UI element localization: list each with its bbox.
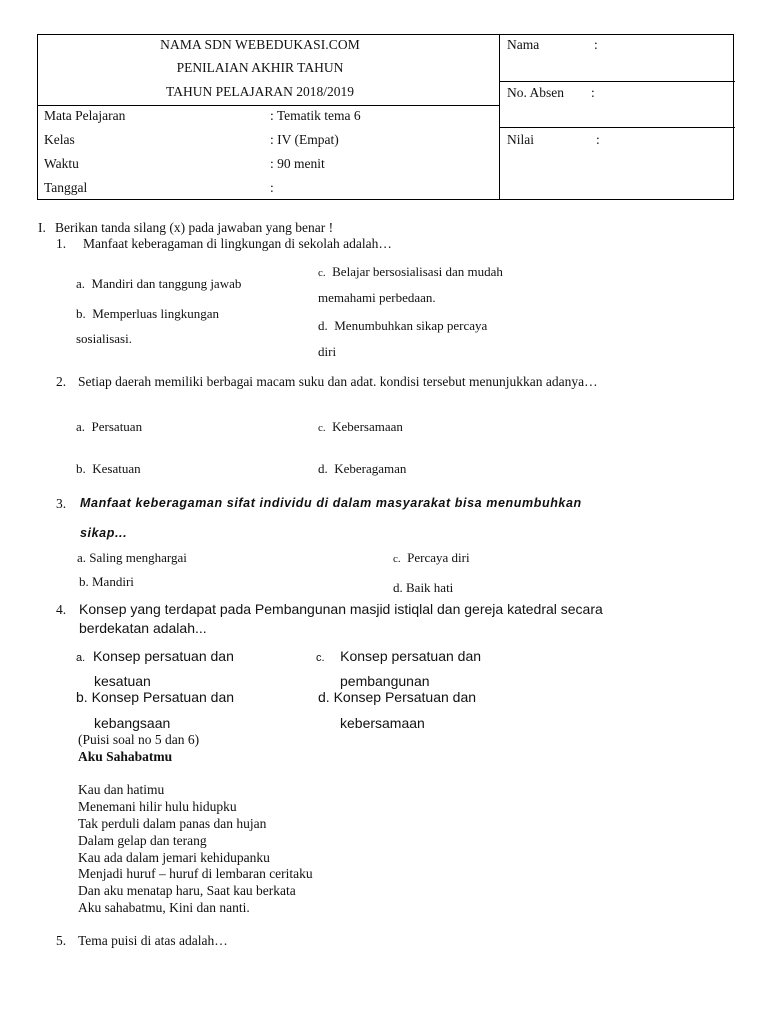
poem-line-8: Aku sahabatmu, Kini dan nanti.: [78, 900, 250, 915]
question-1-number: 1.: [56, 236, 67, 251]
question-4-number: 4.: [56, 602, 67, 617]
q3-option-d[interactable]: d. Baik hati: [393, 580, 454, 595]
poem-line-2: Menemani hilir hulu hidupku: [78, 799, 237, 814]
q4-option-d-line2: kebersamaan: [340, 715, 425, 731]
exam-header-table: [37, 34, 734, 200]
question-5-number: 5.: [56, 933, 67, 948]
question-1-text: Manfaat keberagaman di lingkungan di sekolah adalah…: [83, 236, 392, 251]
poem-line-4: Dalam gelap dan terang: [78, 833, 207, 848]
q4-option-c-line2: pembangunan: [340, 673, 430, 689]
exam-title: PENILAIAN AKHIR TAHUN: [176, 60, 344, 75]
q1-option-b-line2: sosialisasi.: [76, 331, 132, 346]
q4-option-c[interactable]: [316, 648, 481, 664]
q4-option-d-letter: d.: [318, 689, 330, 705]
question-3-line1: Manfaat keberagaman sifat individu di dalam masyarakat bisa menumbuhkan: [80, 496, 582, 510]
school-name: NAMA SDN WEBEDUKASI.COM: [160, 37, 360, 52]
question-2-number: 2.: [56, 374, 67, 389]
poem-line-3: Tak perduli dalam panas dan hujan: [78, 816, 267, 831]
q1-option-b-letter: b.: [76, 306, 86, 321]
header-right-divider-1: [499, 81, 735, 82]
q1-option-c[interactable]: [318, 264, 503, 280]
q4-option-a-line2: kesatuan: [94, 673, 151, 689]
field-value-date: :: [270, 180, 274, 195]
field-label-absen: No. Absen: [507, 85, 564, 100]
q4-option-c-line1: Konsep persatuan dan: [340, 648, 482, 664]
header-row-divider: [38, 105, 499, 106]
q4-option-a-line1: Konsep persatuan dan: [92, 648, 234, 664]
section-instruction: Berikan tanda silang (x) pada jawaban yang benar !: [55, 220, 334, 235]
q1-option-d-line2: diri: [318, 344, 337, 359]
question-4-line1: Konsep yang terdapat pada Pembangunan masjid istiqlal dan gereja katedral secara: [79, 601, 603, 617]
q3-option-c-text: Percaya diri: [407, 550, 470, 565]
q2-option-b-letter: b.: [76, 461, 86, 476]
q3-option-c[interactable]: [393, 550, 470, 566]
poem-title: Aku Sahabatmu: [78, 749, 173, 764]
q2-option-c-text: Kebersamaan: [332, 419, 403, 434]
q1-option-c-line1: Belajar bersosialisasi dan mudah: [332, 264, 503, 279]
poem-line-6: Menjadi huruf – huruf di lembaran ceritaku: [78, 866, 313, 881]
q4-option-d-line1: Konsep Persatuan dan: [333, 689, 477, 705]
question-2-text: Setiap daerah memiliki berbagai macam suku dan adat. kondisi tersebut menunjukkan adanya…: [78, 374, 598, 389]
q4-option-b[interactable]: [76, 689, 234, 705]
q1-option-d-line1: Menumbuhkan sikap percaya: [334, 318, 488, 333]
field-label-class: Kelas: [44, 132, 75, 147]
q4-option-b-line2: kebangsaan: [94, 715, 171, 731]
poem-line-7: Dan aku menatap haru, Saat kau berkata: [78, 883, 296, 898]
field-label-score: Nilai: [507, 132, 534, 147]
q4-option-a-letter: a.: [76, 652, 86, 664]
school-year: TAHUN PELAJARAN 2018/2019: [166, 84, 354, 99]
question-3-line2: sikap...: [80, 526, 128, 540]
field-label-name: Nama: [507, 37, 540, 52]
q2-option-b[interactable]: [76, 461, 141, 477]
question-5-text: Tema puisi di atas adalah…: [78, 933, 228, 948]
field-label-date: Tanggal: [44, 180, 88, 195]
q4-option-a[interactable]: [76, 648, 234, 664]
q4-option-b-letter: b.: [76, 689, 88, 705]
q2-option-d[interactable]: [318, 461, 406, 477]
q3-option-a[interactable]: a. Saling menghargai: [77, 550, 187, 565]
q1-option-d[interactable]: [318, 318, 487, 334]
q2-option-d-text: Keberagaman: [334, 461, 407, 476]
q1-option-a-letter: a.: [76, 276, 86, 291]
q3-option-b[interactable]: b. Mandiri: [79, 574, 134, 589]
q1-option-c-line2: memahami perbedaan.: [318, 290, 436, 305]
q2-option-a-text: Persatuan: [91, 419, 143, 434]
q2-option-a[interactable]: [76, 419, 142, 435]
header-column-divider: [499, 35, 500, 199]
question-4-line2: berdekatan adalah...: [79, 620, 207, 636]
q1-option-c-letter: c.: [318, 267, 326, 279]
poem-note: (Puisi soal no 5 dan 6): [78, 732, 200, 747]
q1-option-a-text: Mandiri dan tanggung jawab: [91, 276, 242, 291]
q1-option-a[interactable]: [76, 276, 241, 292]
q2-option-d-letter: d.: [318, 461, 328, 476]
field-label-subject: Mata Pelajaran: [44, 108, 126, 123]
field-value-subject: : Tematik tema 6: [270, 108, 361, 123]
q2-option-b-text: Kesatuan: [92, 461, 141, 476]
field-colon-name: :: [594, 37, 598, 52]
field-label-time: Waktu: [44, 156, 79, 171]
q1-option-b[interactable]: [76, 306, 219, 322]
question-3-number: 3.: [56, 496, 67, 511]
section-number: I.: [38, 220, 46, 235]
poem-line-5: Kau ada dalam jemari kehidupanku: [78, 850, 270, 865]
q4-option-d[interactable]: [318, 689, 476, 705]
field-value-time: : 90 menit: [270, 156, 325, 171]
q3-option-c-letter: c.: [393, 553, 401, 565]
field-colon-score: :: [596, 132, 600, 147]
q2-option-a-letter: a.: [76, 419, 86, 434]
q4-option-c-letter: c.: [316, 652, 325, 664]
header-right-divider-2: [499, 127, 735, 128]
q2-option-c[interactable]: [318, 419, 403, 435]
q2-option-c-letter: c.: [318, 422, 326, 434]
field-colon-absen: :: [591, 85, 595, 100]
q4-option-b-line1: Konsep Persatuan dan: [91, 689, 235, 705]
field-value-class: : IV (Empat): [270, 132, 339, 147]
q1-option-b-line1: Memperluas lingkungan: [92, 306, 219, 321]
q1-option-d-letter: d.: [318, 318, 328, 333]
poem-line-1: Kau dan hatimu: [78, 782, 165, 797]
